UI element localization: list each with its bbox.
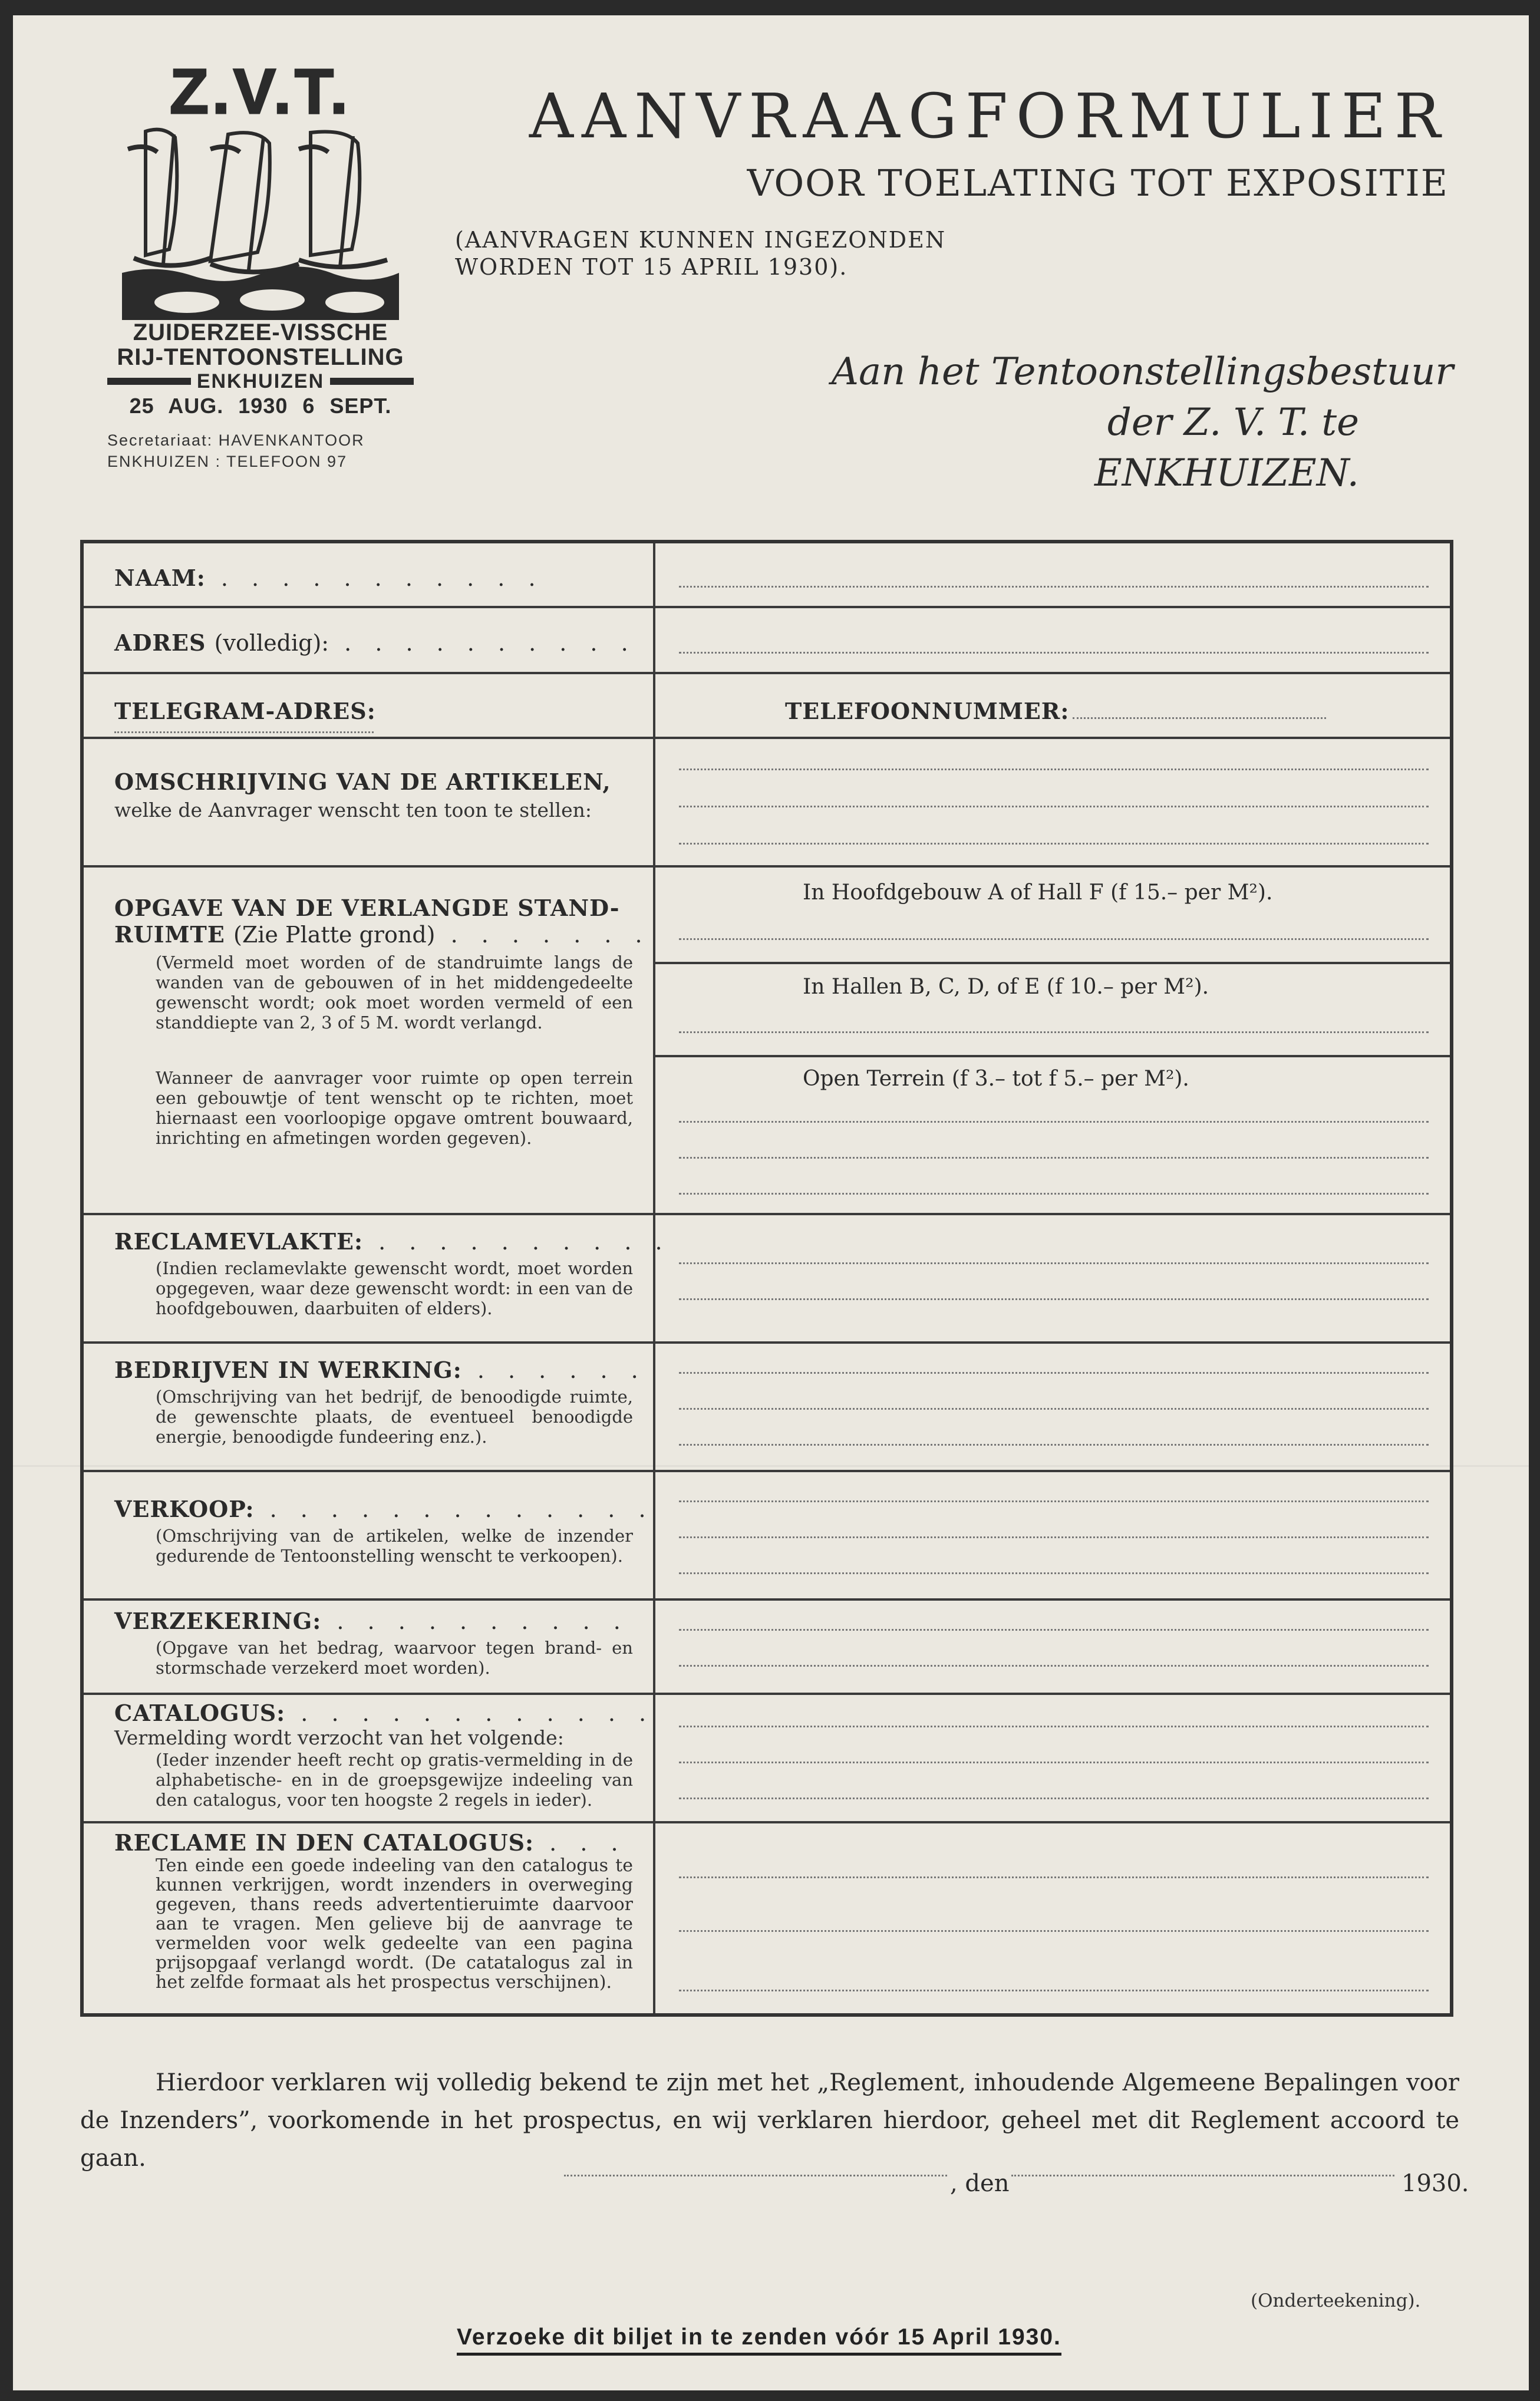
telefoon-info: ENKHUIZEN : TELEFOON 97 bbox=[107, 453, 348, 470]
row-standruimte: OPGAVE VAN DE VERLANGDE STAND- RUIMTE (Zie Platte grond) . . . . . . . (Vermeld moet worden of de standruimte langs de wanden van de gebouwen of in het middengedeelte gewenscht wordt; ook moet worden vermeld of een standdiepte van 2, 3 of 5 M. wordt verlangd. Wanneer de aanvrager voor ruimte op open terrein een gebouwtje of tent wenscht op te richten, moet hiernaast een voorloopige opgave omtrent bouwaard, inrichting en afmetingen worden gegeven). In Hoofdgebouw A of Hall F (f 15.– per M²). In Hallen B, C, D, of E (f 10.– per M²). Open Terrein (f 3.– tot f 5.– per M²). bbox=[84, 868, 1450, 1215]
row-catalogus: CATALOGUS: . . . . . . . . . . . . Vermelding wordt verzocht van het volgende: (Ieder inzender heeft recht op gratis-vermelding in de alphabetische- en in de groepsgewijze indeeling van den catalogus, voor ten hoogste 2 regels in ieder). bbox=[84, 1695, 1450, 1823]
telegram-label: TELEGRAM-ADRES: bbox=[114, 698, 376, 724]
row-adres: ADRES (volledig): . . . . . . . . . . bbox=[84, 608, 1450, 674]
catalogus-field-2[interactable] bbox=[679, 1762, 1429, 1763]
deadline-note: (AANVRAGEN KUNNEN INGEZONDEN WORDEN TOT 15 APRIL 1930). bbox=[455, 227, 947, 280]
application-form-table bbox=[80, 540, 1453, 2017]
open-terrein-option: Open Terrein (f 3.– tot f 5.– per M²). bbox=[803, 1067, 1189, 1091]
hall-a-field[interactable] bbox=[679, 938, 1429, 940]
date-field[interactable] bbox=[1011, 2175, 1394, 2176]
omschrijving-label: OMSCHRIJVING VAN DE ARTIKELEN, bbox=[114, 769, 611, 795]
reclame-catalogus-field-1[interactable] bbox=[679, 1876, 1429, 1878]
page-subtitle: VOOR TOELATING TOT EXPOSITIE bbox=[747, 161, 1449, 205]
return-instruction: Verzoeke dit biljet in te zenden vóór 15 April 1930. bbox=[457, 2324, 1061, 2356]
omschrijving-field-3[interactable] bbox=[679, 843, 1429, 845]
bedrijven-field-2[interactable] bbox=[679, 1408, 1429, 1410]
verzekering-label: VERZEKERING: bbox=[114, 1608, 322, 1634]
page-title: AANVRAAGFORMULIER bbox=[529, 80, 1449, 152]
hall-b-option: In Hallen B, C, D, of E (f 10.– per M²). bbox=[803, 975, 1209, 999]
verzekering-field-1[interactable] bbox=[679, 1629, 1429, 1631]
naam-label: NAAM: bbox=[114, 565, 206, 591]
reclamevlakte-field-2[interactable] bbox=[679, 1298, 1429, 1300]
addressee: Aan het Tentoonstellingsbestuur der Z. V. T. te ENKHUIZEN. bbox=[831, 350, 1453, 495]
reclamevlakte-label: RECLAMEVLAKTE: bbox=[114, 1228, 363, 1255]
reclamevlakte-field-1[interactable] bbox=[679, 1262, 1429, 1264]
logo-line-1: ZUIDERZEE-VISSCHE bbox=[133, 319, 388, 345]
hall-b-field[interactable] bbox=[679, 1031, 1429, 1033]
adres-label: ADRES bbox=[114, 629, 206, 656]
row-verkoop: VERKOOP: . . . . . . . . . . . . . (Omschrijving van de artikelen, welke de inzender gedurende de Tentoonstelling wenscht te verkoopen). bbox=[84, 1472, 1450, 1601]
year-label: 1930. bbox=[1402, 2170, 1469, 2197]
catalogus-label: CATALOGUS: bbox=[114, 1700, 286, 1726]
open-terrein-note: Wanneer de aanvrager voor ruimte op open terrein een gebouwtje of tent wenscht op te richten, moet hiernaast een voorloopige opgave omtrent bouwaard, inrichting en afmetingen worden gegeven). bbox=[156, 1068, 633, 1148]
row-reclamevlakte: RECLAMEVLAKTE: . . . . . . . . . . (Indien reclamevlakte gewenscht wordt, moet worden opgegeven, waar deze gewenscht wordt: in een van de hoofdgebouwen, daarbuiten of elders). bbox=[84, 1215, 1450, 1344]
row-naam: NAAM: . . . . . . . . . . . bbox=[84, 543, 1450, 608]
verkoop-field-1[interactable] bbox=[679, 1500, 1429, 1502]
secretariaat: Secretariaat: HAVENKANTOOR bbox=[107, 431, 365, 449]
row-verzekering: VERZEKERING: . . . . . . . . . . (Opgave van het bedrag, waarvoor tegen brand- en stormschade verzekerd moet worden). bbox=[84, 1601, 1450, 1695]
telefoon-field[interactable] bbox=[1073, 717, 1326, 719]
row-bedrijven: BEDRIJVEN IN WERKING: . . . . . . (Omschrijving van het bedrijf, de benoodigde ruimte, de gewenschte plaats, de eventueel benoodigde energie, benoodigde fundeering enz.). bbox=[84, 1344, 1450, 1472]
bedrijven-field-1[interactable] bbox=[679, 1372, 1429, 1374]
reclame-catalogus-label: RECLAME IN DEN CATALOGUS: bbox=[114, 1829, 535, 1856]
verkoop-field-2[interactable] bbox=[679, 1536, 1429, 1538]
adres-field[interactable] bbox=[679, 652, 1429, 654]
logo-dates: 25 AUG. 1930 6 SEPT. bbox=[129, 394, 392, 418]
open-terrein-field-1[interactable] bbox=[679, 1121, 1429, 1123]
form-sheet bbox=[13, 15, 1529, 2390]
open-terrein-field-3[interactable] bbox=[679, 1193, 1429, 1195]
row-omschrijving: OMSCHRIJVING VAN DE ARTIKELEN, welke de Aanvrager wenscht ten toon te stellen: bbox=[84, 739, 1450, 868]
row-telegram bbox=[84, 674, 1450, 739]
bedrijven-label: BEDRIJVEN IN WERKING: bbox=[114, 1357, 462, 1383]
naam-field[interactable] bbox=[679, 586, 1429, 588]
logo-line-2: RIJ-TENTOONSTELLING bbox=[117, 344, 404, 370]
catalogus-field-1[interactable] bbox=[679, 1726, 1429, 1727]
zvt-logo bbox=[107, 55, 414, 472]
hall-a-option: In Hoofdgebouw A of Hall F (f 15.– per M²). bbox=[803, 880, 1273, 905]
telefoon-label: TELEFOONNUMMER: bbox=[785, 698, 1070, 724]
catalogus-field-3[interactable] bbox=[679, 1798, 1429, 1799]
sailing-boats-icon bbox=[122, 126, 399, 320]
verkoop-label: VERKOOP: bbox=[114, 1496, 255, 1522]
place-field[interactable] bbox=[564, 2175, 947, 2176]
open-terrein-field-2[interactable] bbox=[679, 1157, 1429, 1159]
reclame-catalogus-field-3[interactable] bbox=[679, 1990, 1429, 1991]
omschrijving-field-2[interactable] bbox=[679, 806, 1429, 807]
reclame-catalogus-field-2[interactable] bbox=[679, 1930, 1429, 1932]
logo-title: Z.V.T. bbox=[169, 55, 352, 127]
telegram-field[interactable] bbox=[114, 731, 374, 733]
omschrijving-field-1[interactable] bbox=[679, 769, 1429, 770]
verzekering-field-2[interactable] bbox=[679, 1665, 1429, 1667]
verkoop-field-3[interactable] bbox=[679, 1572, 1429, 1574]
standruimte-note: (Vermeld moet worden of de standruimte langs de wanden van de gebouwen of in het middengedeelte gewenscht wordt; ook moet worden vermeld of een standdiepte van 2, 3 of 5 M. wordt verlangd. bbox=[156, 952, 633, 1033]
row-reclame-catalogus: RECLAME IN DEN CATALOGUS: . . . Ten einde een goede indeeling van den catalogus te kunnen verkrijgen, wordt inzenders in overweging gegeven, thans reeds advertentieruimte daarvoor aan te vragen. Men gelieve bij de aanvrage te vermelden voor welk gedeelte van een pagina prijsopgaaf verlangd wordt. (De catatalogus zal in het zelfde formaat als het prospectus verschijnen). bbox=[84, 1823, 1450, 2013]
declaration-text: Hierdoor verklaren wij volledig bekend te zijn met het „Reglement, inhoudende Algemeene Bepalingen voor de Inzenders”, voorkomende in het prospectus, en wij verklaren hierdoor, geheel met dit Reglement accoord te gaan. bbox=[80, 2069, 1459, 2172]
bedrijven-field-3[interactable] bbox=[679, 1444, 1429, 1446]
standruimte-label: OPGAVE VAN DE VERLANGDE STAND- bbox=[114, 895, 620, 921]
den-label: , den bbox=[950, 2170, 1010, 2197]
signature-label: (Onderteekening). bbox=[1251, 2290, 1421, 2311]
logo-line-3: ENKHUIZEN bbox=[196, 370, 325, 393]
